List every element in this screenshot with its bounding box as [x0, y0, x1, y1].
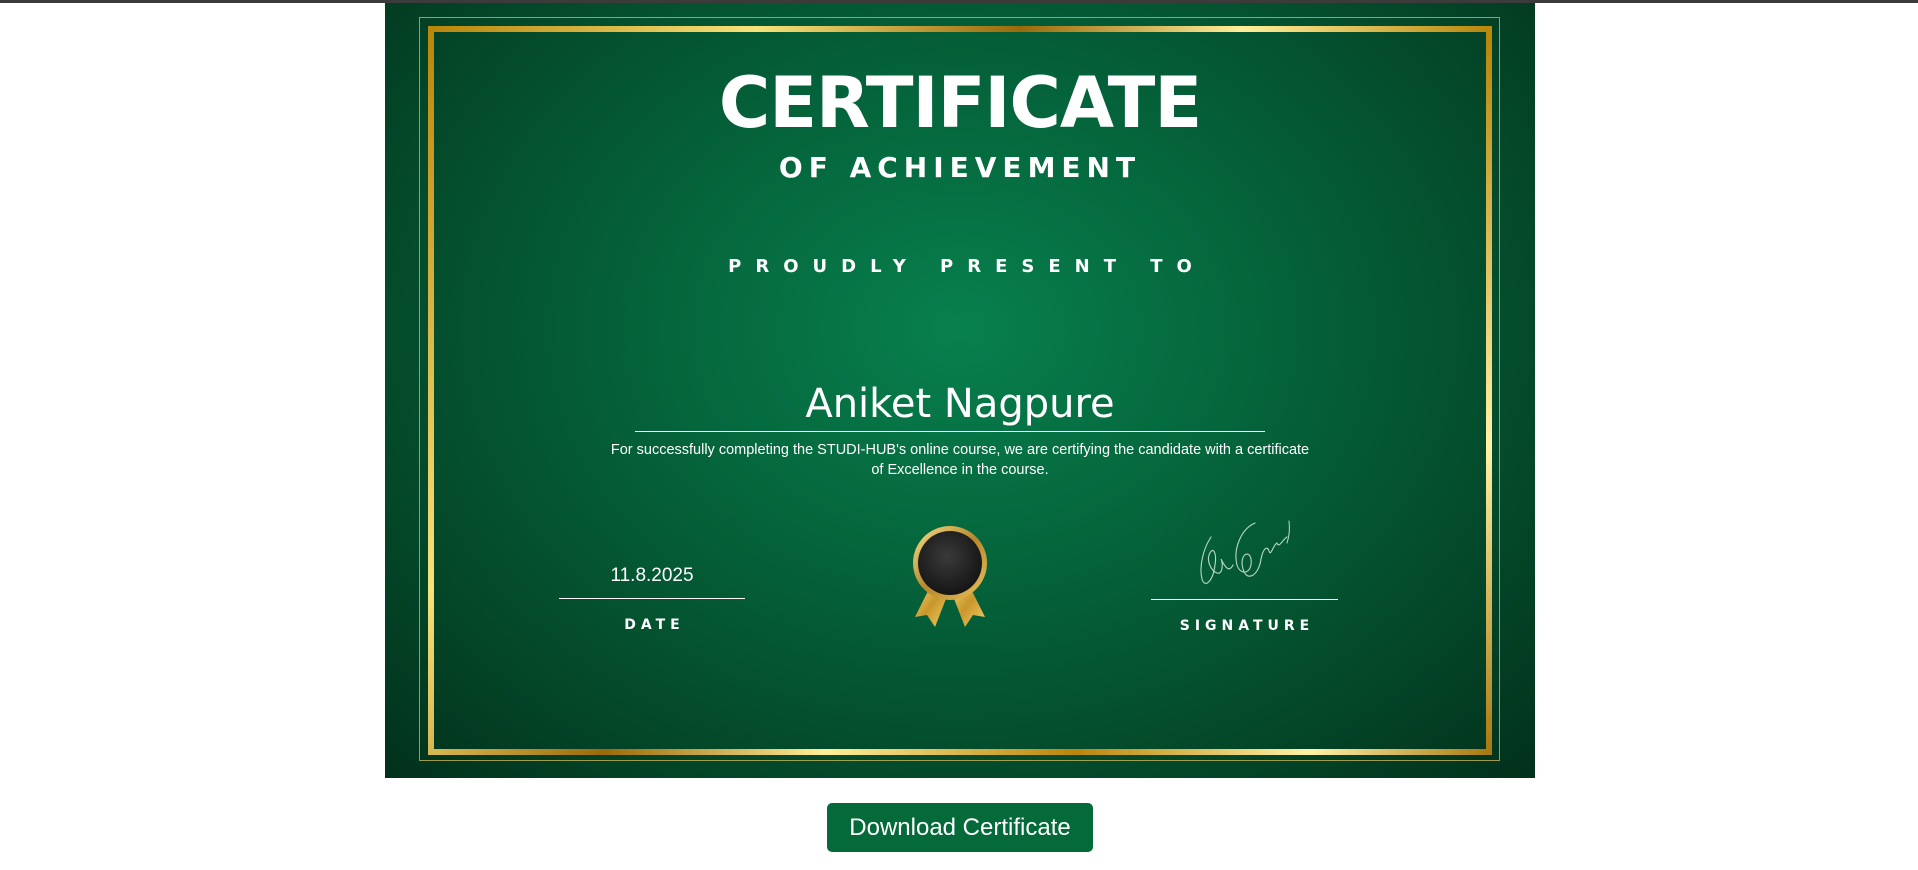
date-label: DATE	[624, 617, 685, 633]
presented-to-line: PROUDLY PRESENT TO	[728, 256, 1206, 277]
certificate	[385, 3, 1535, 778]
recipient-underline	[635, 431, 1265, 432]
signature-label: SIGNATURE	[1179, 618, 1315, 634]
signature-underline	[1151, 599, 1338, 600]
certificate-title: CERTIFICATE	[718, 62, 1202, 144]
recipient-name: Aniket Nagpure	[805, 381, 1115, 427]
date-underline	[559, 598, 745, 599]
handwritten-signature-icon	[1193, 515, 1301, 597]
award-medal-icon	[905, 523, 995, 633]
download-certificate-button[interactable]: Download Certificate	[827, 803, 1093, 852]
certificate-subtitle: OF ACHIEVEMENT	[778, 151, 1142, 184]
issue-date: 11.8.2025	[610, 565, 694, 586]
certificate-description: For successfully completing the STUDI-HUB's online course, we are certifying the candidate with a certificate of Excellence in the course.	[610, 442, 1310, 478]
